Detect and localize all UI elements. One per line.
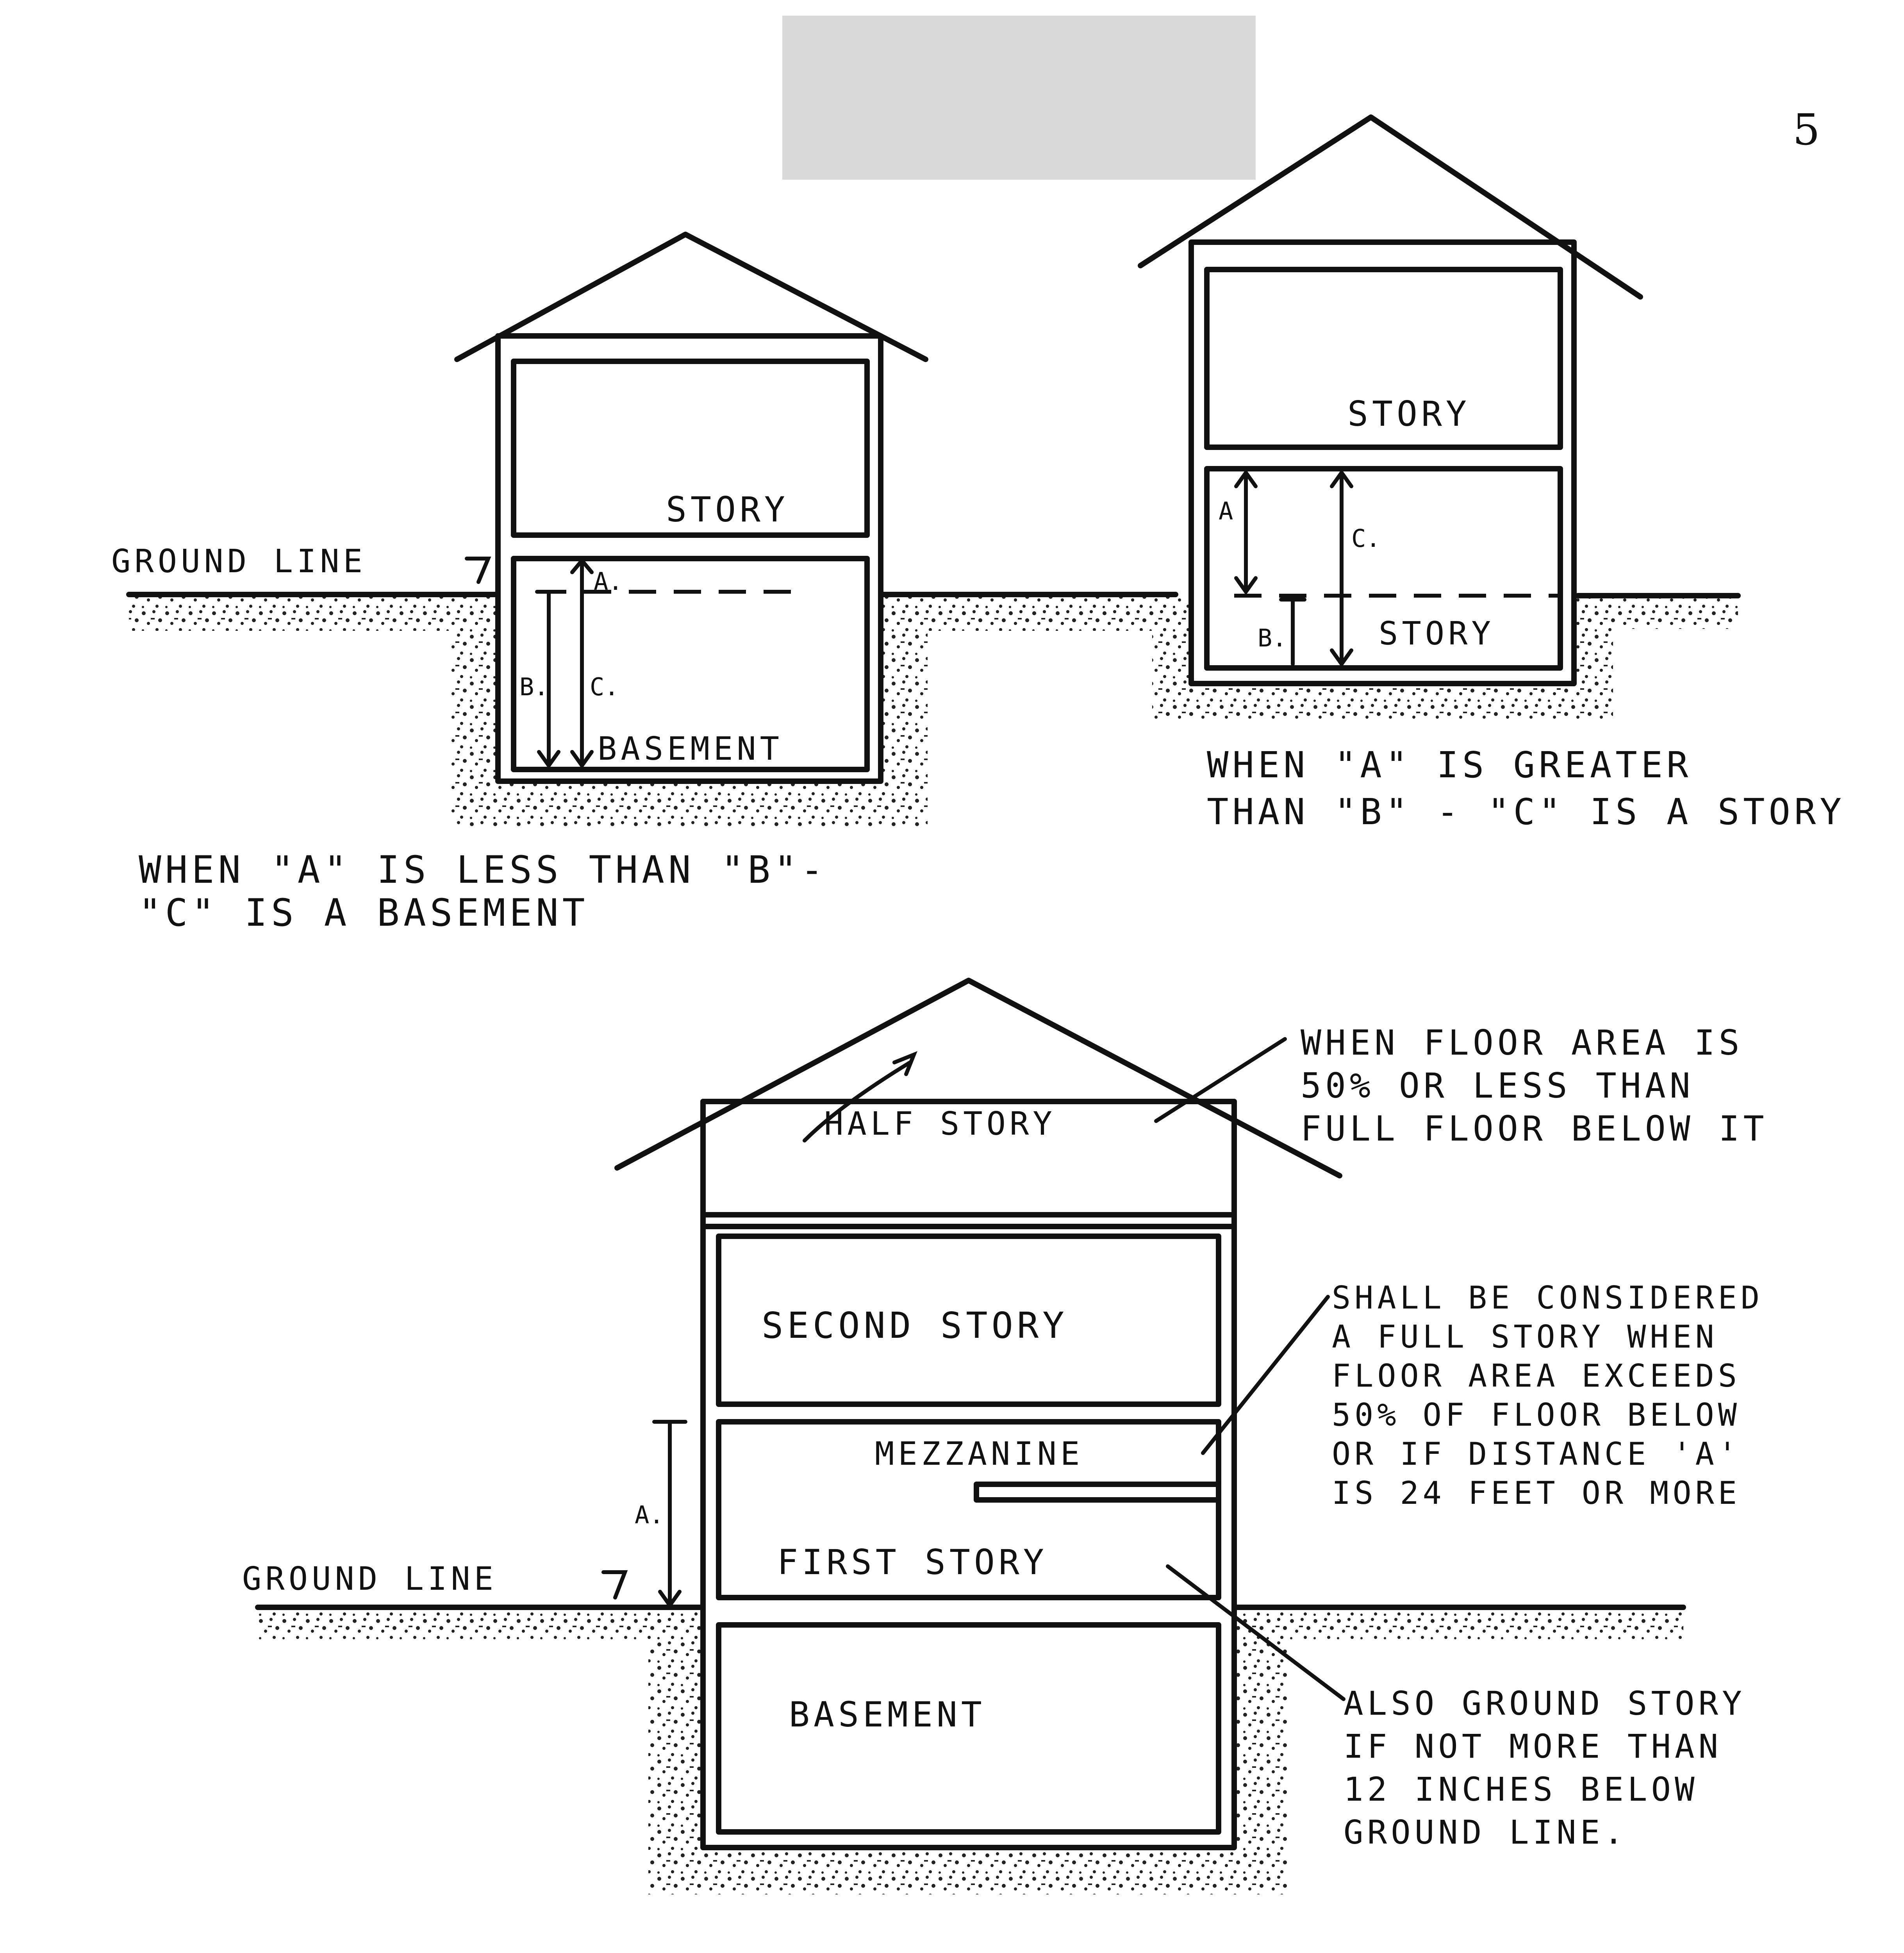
soil-bottom-outside-2 [1234,1609,1683,1641]
leader-mezzanine-note [1203,1297,1328,1453]
dim-a-label-left: A. [594,567,623,596]
caption-left-line2: "C" IS A BASEMENT [139,891,589,935]
story-label-left: STORY [666,489,789,530]
note-mezzanine-line4: 50% OF FLOOR BELOW [1332,1397,1741,1433]
soil-left-wall-1 [451,596,498,809]
note-mezzanine-line2: A FULL STORY WHEN [1332,1319,1718,1355]
note-mezzanine-line6: IS 24 FEET OR MORE [1332,1475,1741,1511]
dim-c-label-right: C. [1351,524,1381,553]
note-mezzanine-line3: FLOOR AREA EXCEEDS [1332,1358,1741,1394]
roof-bottom [617,980,1340,1176]
note-half-story-line3: FULL FLOOR BELOW IT [1301,1109,1768,1149]
page-number: 5 [1793,105,1820,155]
note-mezzanine-line5: OR IF DISTANCE 'A' [1332,1436,1741,1472]
first-story-label: FIRST STORY [777,1542,1048,1582]
soil-left-base [451,781,928,828]
mezzanine-label: MEZZANINE [875,1435,1084,1473]
note-half-story-line1: WHEN FLOOR AREA IS [1301,1023,1743,1063]
dim-a-label-bottom: A. [635,1501,664,1529]
note-first-story-line1: ALSO GROUND STORY [1344,1684,1746,1723]
story-diagram [892,117,1845,833]
gray-tab [782,16,1256,180]
roof-left [457,234,926,359]
basement-label-bottom: BASEMENT [789,1694,986,1735]
caption-left-line1: WHEN "A" IS LESS THAN "B"- [139,848,827,892]
basement-label-left: BASEMENT [598,730,783,768]
soil-bottom-base [648,1848,1289,1894]
mezzanine-slab [976,1484,1219,1500]
soil-right-base [1152,684,1613,719]
lower-story-label-right: STORY [1379,615,1495,652]
ground-line-leader-left [467,559,488,582]
ground-line-leader-bottom [603,1572,625,1598]
soil-right-outside-1 [892,598,1170,629]
note-first-story-line2: IF NOT MORE THAN [1344,1727,1722,1766]
dim-a-label-right: A [1219,497,1233,525]
note-mezzanine-line1: SHALL BE CONSIDERED [1332,1280,1764,1316]
half-story-label: HALF STORY [824,1105,1056,1143]
dim-b-label-right: B. [1258,624,1287,652]
note-first-story-line4: GROUND LINE. [1344,1813,1627,1851]
upper-story-label-right: STORY [1347,394,1470,434]
ground-line-label-left: GROUND LINE [111,543,367,580]
caption-right-line1: WHEN "A" IS GREATER [1207,744,1692,786]
soil-left-outside-1 [129,596,473,631]
ground-line-label-bottom: GROUND LINE [242,1560,498,1598]
note-half-story-line2: 50% OR LESS THAN [1301,1066,1694,1106]
note-first-story-line3: 12 INCHES BELOW [1344,1770,1699,1808]
dim-c-label-left: C. [590,673,619,701]
leader-half-story-note [1156,1039,1285,1121]
soil-bottom-wall-1 [648,1609,703,1875]
caption-right-line2: THAN "B" - "C" IS A STORY [1207,791,1845,833]
soil-bottom-outside-1 [258,1609,703,1641]
dim-b-label-left: B. [519,673,549,701]
second-story-label: SECOND STORY [762,1305,1068,1346]
soil-bottom-wall-2 [1234,1609,1289,1875]
multi-story-diagram [242,980,1768,1894]
basement-diagram [111,234,1176,935]
